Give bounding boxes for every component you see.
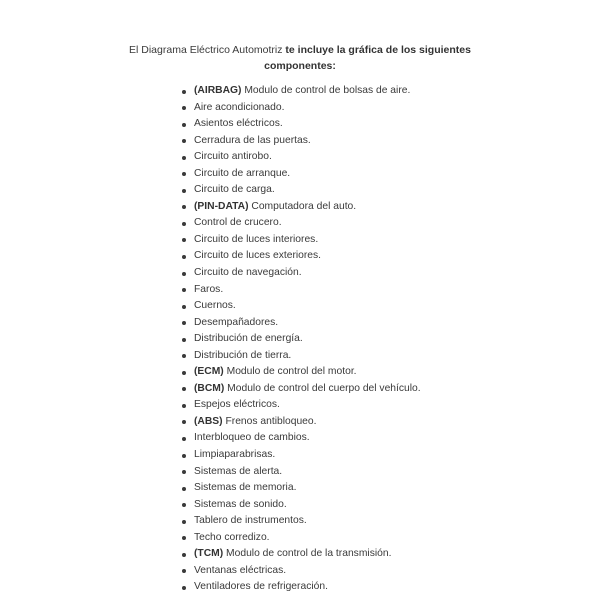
list-item xyxy=(180,265,421,282)
list-item xyxy=(180,232,421,249)
bullet-icon xyxy=(182,437,186,441)
bullet-icon xyxy=(182,222,186,226)
bullet-icon xyxy=(182,371,186,375)
bullet-icon xyxy=(182,255,186,259)
component-label: Sistemas de sonido. xyxy=(194,498,287,510)
intro-normal-text: El Diagrama Eléctrico Automotriz xyxy=(129,44,286,56)
bullet-icon xyxy=(182,404,186,408)
intro-paragraph xyxy=(0,42,600,74)
bullet-icon xyxy=(182,553,186,557)
bullet-icon xyxy=(182,106,186,110)
component-label: Modulo de control del cuerpo del vehículo. xyxy=(224,382,421,394)
bullet-icon xyxy=(182,238,186,242)
component-label: Circuito de luces exteriores. xyxy=(194,250,322,262)
component-label: Modulo de control del motor. xyxy=(223,366,357,378)
list-item xyxy=(180,331,421,348)
component-label: Cuernos. xyxy=(194,300,236,312)
list-item xyxy=(180,215,421,232)
bullet-icon xyxy=(182,420,186,424)
list-item xyxy=(180,166,421,183)
component-label: Sistemas de alerta. xyxy=(194,465,283,477)
component-code: (BCM) xyxy=(194,382,225,394)
component-label: Distribución de tierra. xyxy=(194,349,292,361)
bullet-icon xyxy=(182,321,186,325)
list-item xyxy=(180,116,421,133)
list-item xyxy=(180,315,421,332)
component-label: Circuito de luces interiores. xyxy=(194,233,319,245)
list-item xyxy=(180,100,421,117)
bullet-icon xyxy=(182,288,186,292)
component-label: Circuito de navegación. xyxy=(194,267,302,279)
component-code: (ABS) xyxy=(194,415,223,427)
list-item xyxy=(180,430,421,447)
bullet-icon xyxy=(182,536,186,540)
component-label: Asientos eléctricos. xyxy=(194,118,283,130)
component-label: Techo corredizo. xyxy=(194,531,270,543)
bullet-icon xyxy=(182,586,186,590)
bullet-icon xyxy=(182,520,186,524)
bullet-icon xyxy=(182,387,186,391)
intro-bold-text: te incluye la gráfica de los siguientes xyxy=(285,44,471,56)
bullet-icon xyxy=(182,90,186,94)
component-label: Limpiaparabrisas. xyxy=(194,449,276,461)
bullet-icon xyxy=(182,470,186,474)
component-code: (PIN-DATA) xyxy=(194,200,249,212)
bullet-icon xyxy=(182,487,186,491)
list-item xyxy=(180,579,421,596)
list-item xyxy=(180,464,421,481)
list-item xyxy=(180,133,421,150)
list-item xyxy=(180,298,421,315)
list-item xyxy=(180,149,421,166)
list-item xyxy=(180,397,421,414)
bullet-icon xyxy=(182,172,186,176)
component-label: Interbloqueo de cambios. xyxy=(194,432,310,444)
component-label: Circuito de carga. xyxy=(194,184,275,196)
list-item xyxy=(180,199,421,216)
list-item xyxy=(180,513,421,530)
component-code: (TCM) xyxy=(194,548,224,560)
list-item xyxy=(180,364,421,381)
component-label: Modulo de control de la transmisión. xyxy=(223,548,392,560)
bullet-icon xyxy=(182,272,186,276)
component-label: Control de crucero. xyxy=(194,217,282,229)
bullet-icon xyxy=(182,305,186,309)
list-item xyxy=(180,381,421,398)
component-list xyxy=(180,83,421,596)
component-label: Modulo de control de bolsas de aire. xyxy=(241,85,411,96)
bullet-icon xyxy=(182,503,186,507)
list-item xyxy=(180,563,421,580)
bullet-icon xyxy=(182,139,186,143)
component-label: Cerradura de las puertas. xyxy=(194,134,311,146)
list-item xyxy=(180,282,421,299)
component-label: Circuito antirobo. xyxy=(194,151,272,163)
component-label: Aire acondicionado. xyxy=(194,101,285,113)
bullet-icon xyxy=(182,338,186,342)
component-label: Circuito de arranque. xyxy=(194,167,291,179)
component-label: Sistemas de memoria. xyxy=(194,482,297,494)
list-item xyxy=(180,83,421,100)
component-label: Frenos antibloqueo. xyxy=(222,415,317,427)
list-item xyxy=(180,480,421,497)
component-label: Espejos eléctricos. xyxy=(194,399,280,411)
bullet-icon xyxy=(182,569,186,573)
component-code: (AIRBAG) xyxy=(194,85,242,96)
intro-line-2: componentes: xyxy=(264,60,336,72)
component-code: (ECM) xyxy=(194,366,224,378)
list-item xyxy=(180,497,421,514)
list-item xyxy=(180,248,421,265)
bullet-icon xyxy=(182,454,186,458)
component-label: Distribución de energía. xyxy=(194,333,303,345)
list-item xyxy=(180,530,421,547)
list-item xyxy=(180,546,421,563)
component-label: Tablero de instrumentos. xyxy=(194,515,307,527)
bullet-icon xyxy=(182,123,186,127)
list-item xyxy=(180,447,421,464)
component-label: Computadora del auto. xyxy=(248,200,357,212)
list-item xyxy=(180,414,421,431)
intro-line-1 xyxy=(0,42,600,58)
bullet-icon xyxy=(182,189,186,193)
component-label: Ventanas eléctricas. xyxy=(194,564,287,576)
list-item xyxy=(180,348,421,365)
bullet-icon xyxy=(182,354,186,358)
component-label: Faros. xyxy=(194,283,224,295)
bullet-icon xyxy=(182,156,186,160)
list-item xyxy=(180,182,421,199)
component-label: Desempañadores. xyxy=(194,316,279,328)
bullet-icon xyxy=(182,205,186,209)
component-label: Ventiladores de refrigeración. xyxy=(194,581,328,593)
